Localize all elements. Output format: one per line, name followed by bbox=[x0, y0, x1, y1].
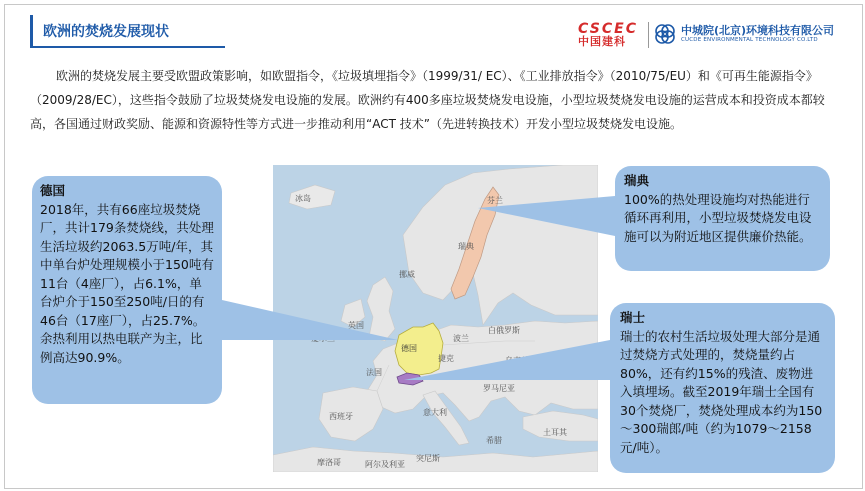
germany-callout-title: 德国 bbox=[40, 183, 66, 198]
map-label-norway: 挪威 bbox=[399, 270, 415, 279]
cucde-logo-en: CUCDE ENVIRONMENTAL TECHNOLOGY CO.LTD bbox=[681, 37, 818, 43]
map-label-spain: 西班牙 bbox=[329, 412, 353, 421]
switzerland-callout-title: 瑞士 bbox=[620, 310, 646, 325]
map-label-italy: 意大利 bbox=[423, 408, 447, 417]
germany-pointer bbox=[222, 300, 398, 340]
sweden-callout-title: 瑞典 bbox=[624, 173, 650, 188]
map-label-turkey: 土耳其 bbox=[543, 428, 567, 437]
switzerland-pointer bbox=[404, 340, 610, 380]
map-label-uk: 英国 bbox=[348, 321, 364, 330]
sweden-callout bbox=[615, 166, 830, 271]
map-label-france: 法国 bbox=[366, 368, 382, 377]
map-label-poland: 波兰 bbox=[453, 334, 469, 343]
germany-callout bbox=[32, 176, 222, 404]
cscec-logo-cn: 中国建科 bbox=[578, 35, 626, 48]
map-label-finland: 芬兰 bbox=[487, 196, 503, 205]
map-label-greece: 希腊 bbox=[486, 436, 502, 445]
map-label-tunisia: 突尼斯 bbox=[416, 454, 440, 463]
map-label-germany: 德国 bbox=[401, 344, 417, 353]
switzerland-callout bbox=[610, 303, 835, 473]
map-label-romania: 罗马尼亚 bbox=[483, 384, 515, 393]
map-label-czech: 捷克 bbox=[438, 354, 454, 363]
map-label-morocco: 摩洛哥 bbox=[317, 458, 341, 467]
page-title: 欧洲的焚烧发展现状 bbox=[43, 24, 169, 40]
sweden-pointer bbox=[478, 196, 615, 236]
germany-callout-body: 2018年，共有66座垃圾焚烧厂，共计179条焚烧线，共处理生活垃圾约2063.5万吨/年，其中单台炉处理规模小于150吨有11台（4座厂），占6.1%，单台炉介于150至250吨/日的有46台（17座厂），占25.7%。余热利用以热电联产为主，比例高达90.9%。 bbox=[40, 201, 214, 365]
cscec-logo-text: CSCEC bbox=[578, 21, 638, 37]
map-label-iceland: 冰岛 bbox=[295, 194, 311, 203]
cucde-logo-cn: 中城院(北京)环境科技有限公司 bbox=[681, 24, 835, 37]
map-label-algeria: 阿尔及利亚 bbox=[365, 460, 405, 469]
map-label-sweden: 瑞典 bbox=[458, 242, 474, 251]
switzerland-callout-body: 瑞士的农村生活垃圾处理大部分是通过焚烧方式处理的，焚烧量约占80%，还有约15%的残渣、废物进入填埋场。截至2019年瑞士全国有30个焚烧厂，焚烧处理成本约为150～300瑞郎/吨（约为1079～2158元/吨）。 bbox=[620, 328, 823, 455]
map-label-belarus: 白俄罗斯 bbox=[488, 326, 520, 335]
sweden-callout-body: 100%的热处理设施均对热能进行循环再利用，小型垃圾焚烧发电设施可以为附近地区提供廉价热能。 bbox=[624, 191, 812, 244]
intro-paragraph-text: 欧洲的焚烧发展主要受欧盟政策影响，如欧盟指令，《垃圾填埋指令》（1999/31/ EC）、《工业排放指令》（2010/75/EU）和《可再生能源指令》（2009/28/EC），这些指令鼓励了垃圾焚烧发电设施的发展。欧洲约有400多座垃圾焚烧发电设施，小型垃圾焚烧发电设施的运营成本和投资成本都较高，各国通过财政奖励、能源和资源特性等方式进一步推动利用“ACT 技术”（先进转换技术）开发小型垃圾焚烧发电设施。 bbox=[30, 69, 825, 131]
